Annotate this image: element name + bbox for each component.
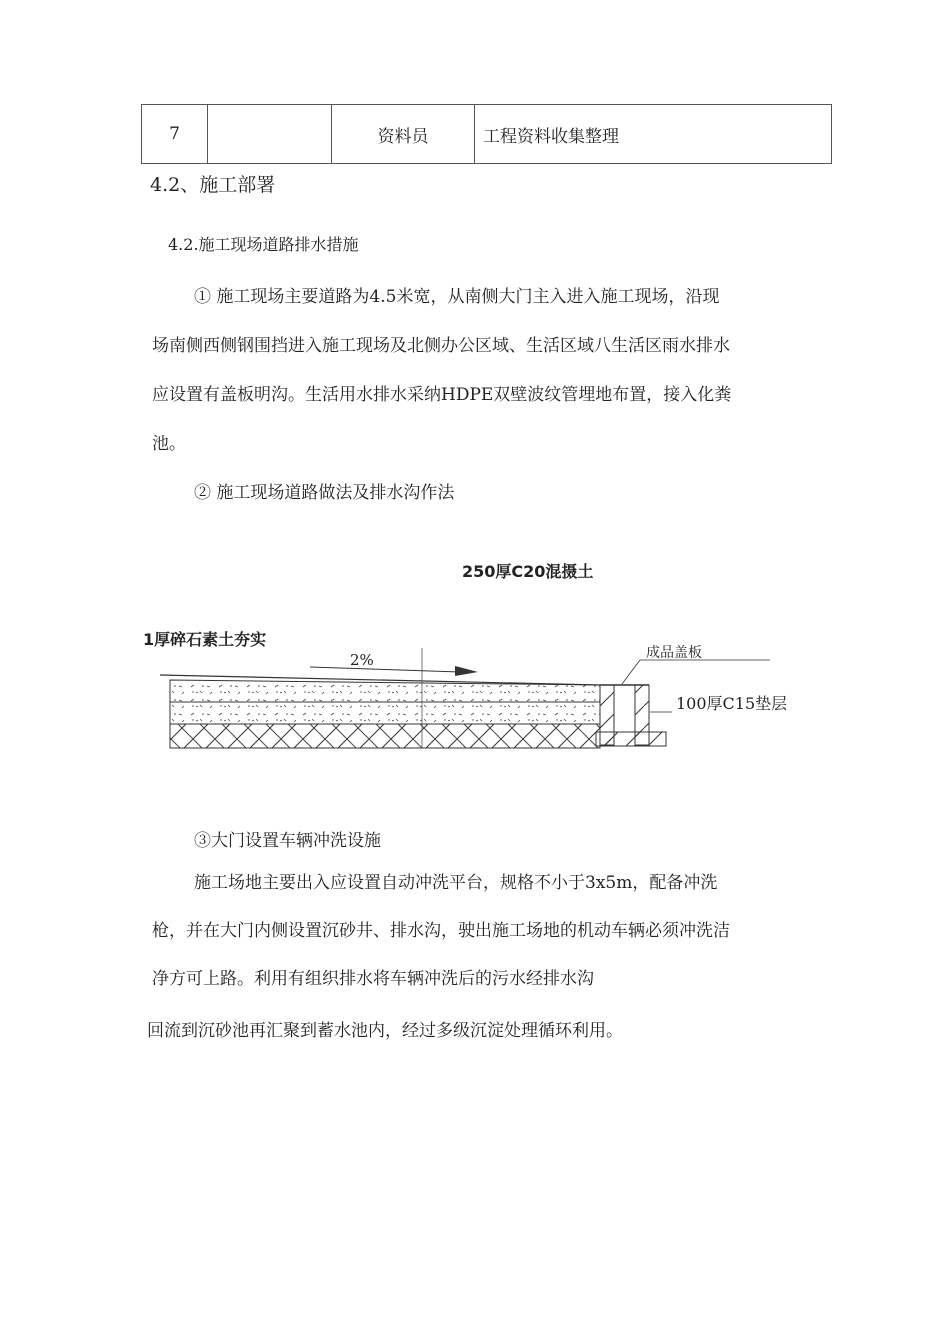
item1-line: ① 施工现场主要道路为4.5米宽，从南侧大门主入进入施工现场，沿现 — [194, 287, 720, 307]
diagram-label-cover: 成品盖板 — [646, 645, 702, 661]
table-cell-number: 7 — [142, 105, 208, 164]
item3-line: 施工场地主要出入应设置自动冲洗平台，规格不小于3x5m，配备冲洗 — [194, 873, 718, 893]
staff-table — [141, 104, 832, 164]
table-cell-role: 资料员 — [332, 105, 475, 164]
table-row — [142, 105, 832, 164]
slope-label: 2% — [350, 651, 374, 669]
item3-heading: ③大门设置车辆冲洗设施 — [194, 831, 381, 851]
item3-line: 枪，并在大门内侧设置沉砂井、排水沟，驶出施工场地的机动车辆必须冲洗洁 — [152, 921, 730, 941]
section-heading: 4.2、施工部署 — [150, 174, 276, 196]
item3-line: 回流到沉砂池再汇聚到蓄水池内，经过多级沉淀处理循环利用。 — [147, 1021, 623, 1041]
road-drainage-section-diagram — [160, 640, 800, 760]
item2-heading: ② 施工现场道路做法及排水沟作法 — [194, 483, 455, 503]
item3-line: 净方可上路。利用有组织排水将车辆冲洗后的污水经排水沟 — [152, 969, 594, 989]
table-cell-name — [208, 105, 332, 164]
diagram-label-cushion: 100厚C15垫层 — [676, 694, 788, 713]
diagram-label-concrete: 250厚C20混摄土 — [462, 562, 594, 581]
item1-line: 场南侧西侧钢围挡进入施工现场及北侧办公区域、生活区域八生活区雨水排水 — [152, 336, 730, 356]
table-cell-duty: 工程资料收集整理 — [475, 105, 832, 164]
diagram-label-gravel: 1厚碎石素土夯实 — [143, 630, 267, 649]
item1-line: 池。 — [152, 434, 186, 454]
item1-line: 应设置有盖板明沟。生活用水排水采纳HDPE双壁波纹管埋地布置，接入化粪 — [152, 385, 732, 405]
subsection-heading: 4.2.施工现场道路排水措施 — [168, 235, 359, 254]
